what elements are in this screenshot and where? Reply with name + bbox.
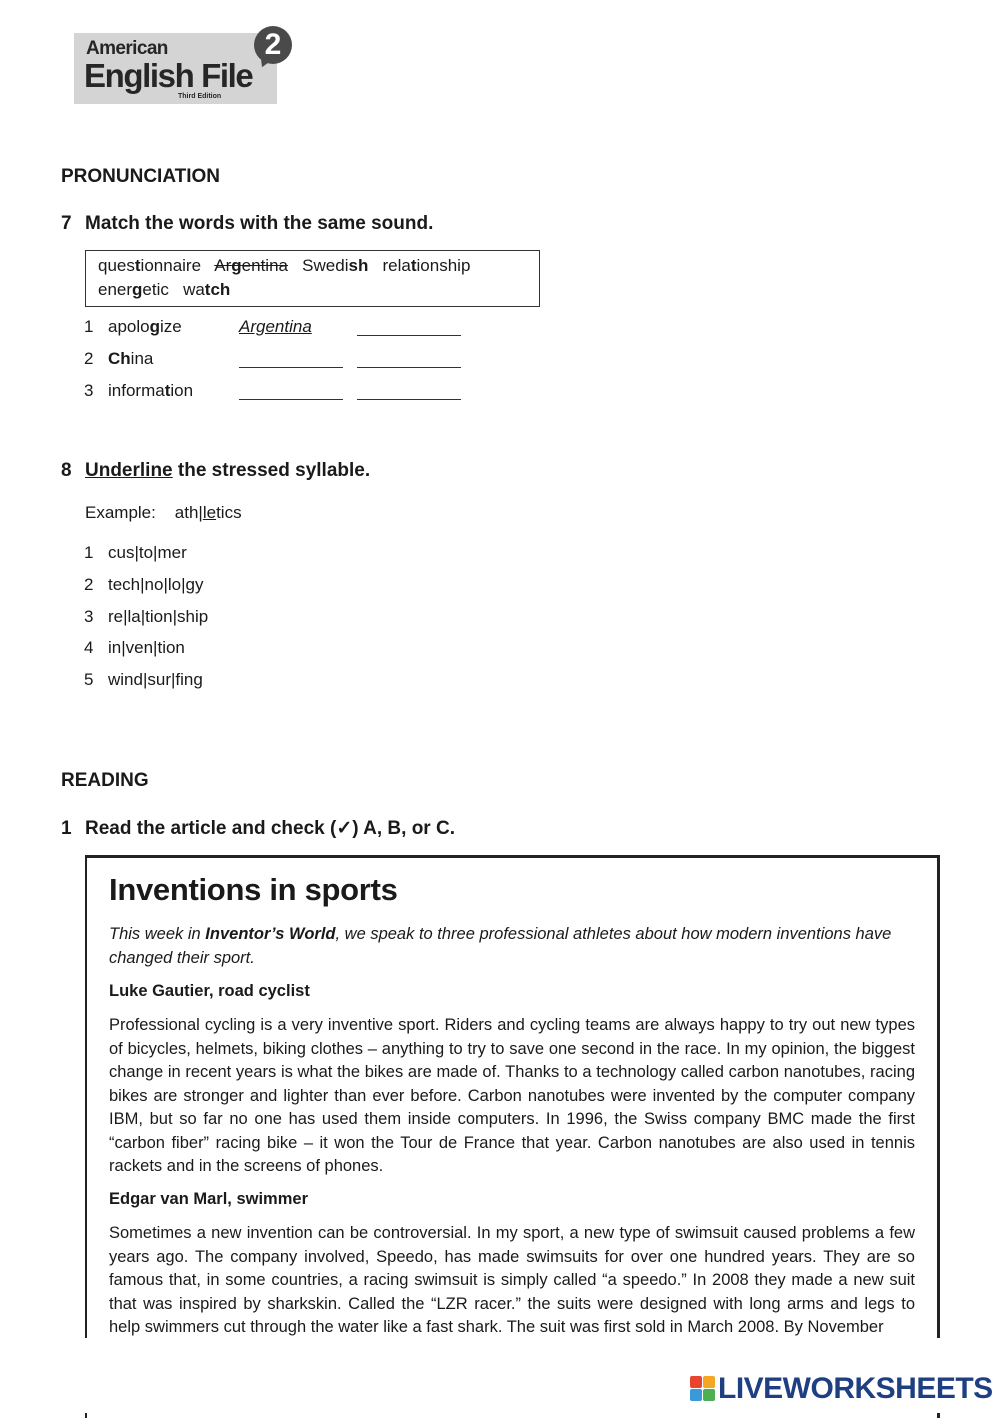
section-heading-cyclist: Luke Gautier, road cyclist [109, 982, 310, 1000]
pronunciation-heading: PRONUNCIATION [61, 166, 221, 187]
word-box [85, 250, 540, 307]
section-text-cyclist: Professional cycling is a very inventive sport. Riders and cycling teams are always happy to try out new types of bicycles, helmets, biking clothes – anything to try to save one second in the race. In my opinion, the biggest change in recent years is what the bikes are made of. Thanks to a technology called carbon nanotubes, racing bikes are stronger and lighter than ever before. Carbon nanotubes were invented by the computer company IBM, but so far no one has used them inside computers. In 1996, the Swiss company BMC made the first “carbon fiber” racing bike – it won the Tour de France that year. Carbon nanotubes are also used in tennis rackets and in the screens of phones. [109, 1016, 915, 1175]
item-number: 2 [84, 349, 94, 368]
article-title: Inventions in sports [109, 872, 398, 907]
reading-heading: READING [61, 770, 149, 791]
task-7-title [61, 213, 433, 235]
item-word[interactable]: cus|to|mer [108, 543, 187, 562]
section-heading-swimmer: Edgar van Marl, swimmer [109, 1190, 308, 1208]
item-number: 1 [84, 317, 94, 336]
task-8-title [61, 460, 370, 482]
item-number: 3 [84, 607, 94, 626]
item-number: 1 [84, 543, 94, 562]
box-word: Swedish [302, 256, 369, 275]
item-number: 4 [84, 638, 94, 657]
task-8-instruction: the stressed syllable. [172, 460, 371, 481]
item-word[interactable]: tech|no|lo|gy [108, 575, 204, 594]
reading-task-1-title [61, 817, 455, 840]
article-box [85, 855, 940, 1418]
answer-blank[interactable] [239, 398, 343, 400]
task-7-number: 7 [61, 213, 72, 234]
example-word: ath|letics [174, 503, 242, 522]
task-8-underline-word: Underline [85, 460, 173, 481]
example-label: Example: [85, 503, 156, 522]
item-word: apologize [108, 317, 182, 336]
logo-edition: Third Edition [178, 93, 222, 100]
liveworksheets-brand: LIVEWORKSHEETS [718, 1372, 993, 1405]
item-word[interactable]: in|ven|tion [108, 638, 185, 657]
item-number: 3 [84, 381, 94, 400]
reading-task-1-instruction: Read the article and check (✓) A, B, or C. [85, 818, 455, 839]
article-intro: This week in Inventor’s World, we speak to three professional athletes about how modern inventions have changed their sport. [109, 925, 892, 967]
liveworksheets-blocks-icon [690, 1376, 716, 1402]
task-7-instruction: Match the words with the same sound. [85, 213, 434, 234]
word-box-line-1 [98, 256, 470, 276]
logo-level-badge: 2 [254, 26, 292, 64]
item-number: 5 [84, 670, 94, 689]
item-number: 2 [84, 575, 94, 594]
box-word: watch [183, 280, 231, 299]
example-answer: Argentina [239, 317, 312, 336]
logo-line-american: American [86, 38, 168, 59]
answer-blank[interactable] [357, 398, 461, 400]
reading-task-1-number: 1 [61, 818, 72, 839]
item-word[interactable]: wind|sur|fing [108, 670, 203, 689]
logo-line-english-file: English File [84, 57, 253, 94]
item-word[interactable]: re|la|tion|ship [108, 607, 209, 626]
word-box-line-2 [98, 280, 230, 300]
section-text-swimmer: Sometimes a new invention can be controversial. In my sport, a new type of swimsuit caused problems a few years ago. The company involved, Speedo, has made swimsuits for over one hundred years. They are so famous that, in some countries, a racing swimsuit is simply called “a speedo.” In 2008 they made a new suit that was inspired by sharkskin. Called the “LZR racer.” the suits were designed with long arms and legs to help swimmers cut through the water like a fast shark. The suit was first sold in March 2008. By November [109, 1224, 915, 1336]
answer-blank[interactable] [239, 366, 343, 368]
task-8-number: 8 [61, 460, 72, 481]
task-8-example [85, 503, 242, 523]
item-word: China [108, 349, 154, 368]
box-word: questionnaire [98, 256, 202, 275]
box-word: energetic [98, 280, 169, 299]
box-word: relationship [382, 256, 471, 275]
item-word: information [108, 381, 194, 400]
american-english-file-logo [74, 33, 277, 104]
box-word-crossed: Argentina [214, 256, 288, 275]
answer-blank[interactable] [357, 334, 461, 336]
answer-blank[interactable] [357, 366, 461, 368]
